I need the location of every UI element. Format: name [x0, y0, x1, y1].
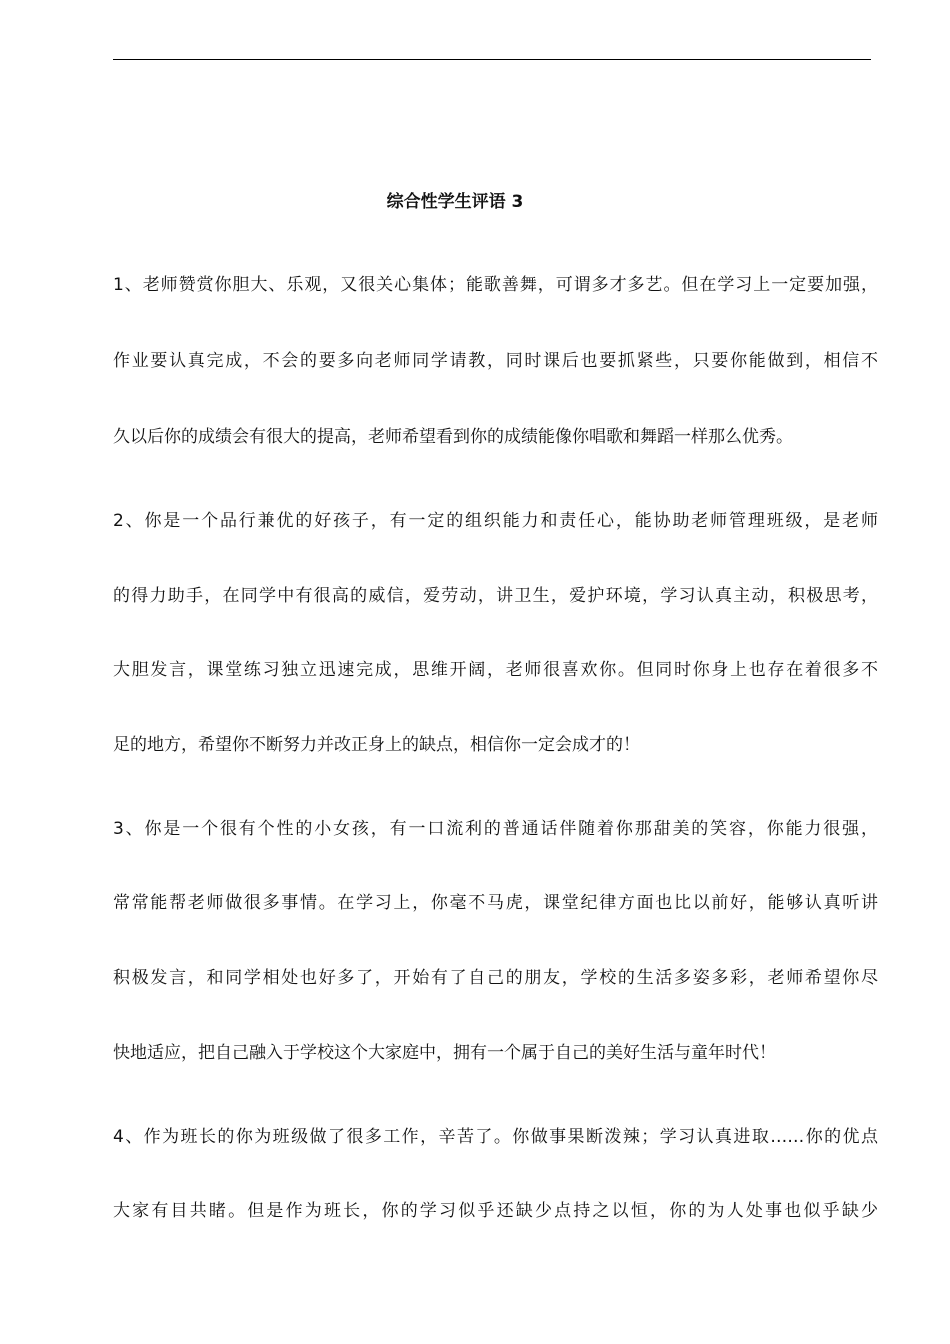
- text-line: 4、作为班长的你为班级做了很多工作，辛苦了。你做事果断泼辣；学习认真进取……你的优点: [113, 1127, 878, 1147]
- text-line: 积极发言，和同学相处也好多了，开始有了自己的朋友，学校的生活多姿多彩，老师希望你尽: [113, 968, 878, 988]
- text-line: 足的地方，希望你不断努力并改正身上的缺点，相信你一定会成才的！: [113, 735, 640, 755]
- text-line: 常常能帮老师做很多事情。在学习上，你毫不马虎，课堂纪律方面也比以前好，能够认真听讲: [113, 893, 878, 913]
- text-line: 1、老师赞赏你胆大、乐观，又很关心集体；能歌善舞，可谓多才多艺。但在学习上一定要加强，: [113, 275, 878, 295]
- text-line: 作业要认真完成，不会的要多向老师同学请教，同时课后也要抓紧些，只要你能做到，相信不: [113, 351, 878, 371]
- document-title: 综合性学生评语 3: [386, 192, 524, 212]
- text-line: 大家有目共睹。但是作为班长，你的学习似乎还缺少点持之以恒，你的为人处事也似乎缺少: [113, 1201, 878, 1221]
- text-line: 快地适应，把自己融入于学校这个大家庭中，拥有一个属于自己的美好生活与童年时代！: [113, 1043, 776, 1063]
- text-line: 3、你是一个很有个性的小女孩，有一口流利的普通话伴随着你那甜美的笑容，你能力很强，: [113, 819, 878, 839]
- header-rule: [113, 59, 871, 60]
- text-line: 的得力助手，在同学中有很高的威信，爱劳动，讲卫生，爱护环境，学习认真主动，积极思考，: [113, 586, 878, 606]
- text-line: 大胆发言，课堂练习独立迅速完成，思维开阔，老师很喜欢你。但同时你身上也存在着很多不: [113, 660, 878, 680]
- text-line: 久以后你的成绩会有很大的提高，老师希望看到你的成绩能像你唱歌和舞蹈一样那么优秀。: [113, 427, 793, 447]
- text-line: 2、你是一个品行兼优的好孩子，有一定的组织能力和责任心，能协助老师管理班级，是老师: [113, 511, 878, 531]
